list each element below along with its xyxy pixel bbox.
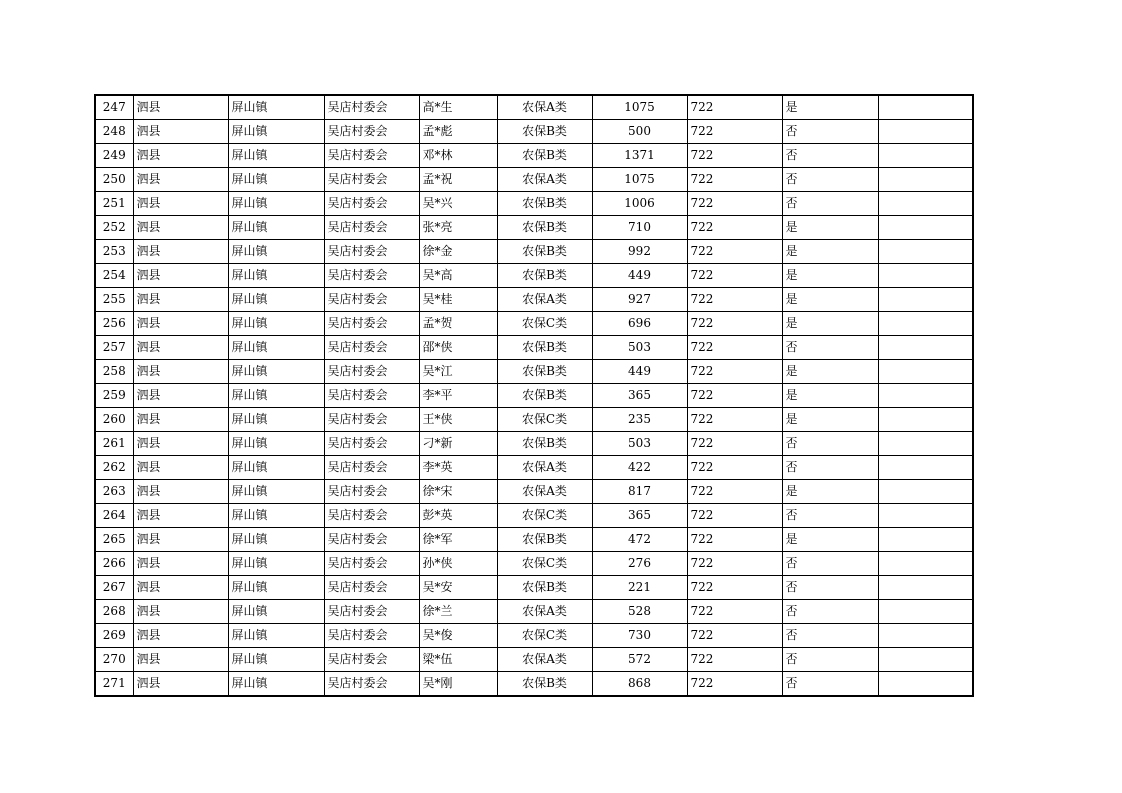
county-cell: 泗县 <box>133 624 228 648</box>
amount-cell: 1075 <box>592 95 687 120</box>
village-cell: 吴店村委会 <box>324 216 419 240</box>
table-row <box>95 480 973 504</box>
row-index: 271 <box>95 672 133 697</box>
standard-cell: 722 <box>687 95 782 120</box>
town-cell: 屏山镇 <box>228 168 324 192</box>
flag-cell: 否 <box>782 432 878 456</box>
flag-cell: 否 <box>782 624 878 648</box>
amount-cell: 696 <box>592 312 687 336</box>
row-index: 248 <box>95 120 133 144</box>
village-cell: 吴店村委会 <box>324 144 419 168</box>
flag-cell: 是 <box>782 312 878 336</box>
insurance-category-cell: 农保B类 <box>497 120 592 144</box>
standard-cell: 722 <box>687 288 782 312</box>
note-cell <box>878 504 973 528</box>
flag-cell: 否 <box>782 456 878 480</box>
row-index: 254 <box>95 264 133 288</box>
insurance-category-cell: 农保A类 <box>497 456 592 480</box>
town-cell: 屏山镇 <box>228 504 324 528</box>
town-cell: 屏山镇 <box>228 95 324 120</box>
note-cell <box>878 384 973 408</box>
village-cell: 吴店村委会 <box>324 384 419 408</box>
county-cell: 泗县 <box>133 552 228 576</box>
insurance-category-cell: 农保C类 <box>497 408 592 432</box>
town-cell: 屏山镇 <box>228 144 324 168</box>
table-row <box>95 264 973 288</box>
county-cell: 泗县 <box>133 360 228 384</box>
county-cell: 泗县 <box>133 576 228 600</box>
flag-cell: 是 <box>782 95 878 120</box>
insurance-category-cell: 农保A类 <box>497 168 592 192</box>
standard-cell: 722 <box>687 120 782 144</box>
amount-cell: 365 <box>592 384 687 408</box>
person-name-cell: 吴*安 <box>419 576 497 600</box>
table-body <box>95 95 973 696</box>
amount-cell: 528 <box>592 600 687 624</box>
standard-cell: 722 <box>687 600 782 624</box>
village-cell: 吴店村委会 <box>324 600 419 624</box>
town-cell: 屏山镇 <box>228 648 324 672</box>
note-cell <box>878 144 973 168</box>
county-cell: 泗县 <box>133 432 228 456</box>
amount-cell: 868 <box>592 672 687 697</box>
note-cell <box>878 648 973 672</box>
insurance-category-cell: 农保C类 <box>497 312 592 336</box>
standard-cell: 722 <box>687 336 782 360</box>
note-cell <box>878 600 973 624</box>
note-cell <box>878 192 973 216</box>
flag-cell: 是 <box>782 480 878 504</box>
note-cell <box>878 528 973 552</box>
table-row <box>95 552 973 576</box>
flag-cell: 否 <box>782 504 878 528</box>
village-cell: 吴店村委会 <box>324 168 419 192</box>
standard-cell: 722 <box>687 624 782 648</box>
note-cell <box>878 456 973 480</box>
flag-cell: 是 <box>782 384 878 408</box>
row-index: 266 <box>95 552 133 576</box>
town-cell: 屏山镇 <box>228 360 324 384</box>
town-cell: 屏山镇 <box>228 312 324 336</box>
person-name-cell: 王*侠 <box>419 408 497 432</box>
person-name-cell: 吴*桂 <box>419 288 497 312</box>
person-name-cell: 吴*高 <box>419 264 497 288</box>
table-row <box>95 456 973 480</box>
insurance-category-cell: 农保A类 <box>497 480 592 504</box>
standard-cell: 722 <box>687 576 782 600</box>
person-name-cell: 徐*军 <box>419 528 497 552</box>
town-cell: 屏山镇 <box>228 576 324 600</box>
town-cell: 屏山镇 <box>228 336 324 360</box>
person-name-cell: 彭*英 <box>419 504 497 528</box>
town-cell: 屏山镇 <box>228 480 324 504</box>
county-cell: 泗县 <box>133 408 228 432</box>
row-index: 258 <box>95 360 133 384</box>
county-cell: 泗县 <box>133 504 228 528</box>
county-cell: 泗县 <box>133 672 228 697</box>
person-name-cell: 吴*兴 <box>419 192 497 216</box>
row-index: 262 <box>95 456 133 480</box>
row-index: 252 <box>95 216 133 240</box>
amount-cell: 992 <box>592 240 687 264</box>
standard-cell: 722 <box>687 528 782 552</box>
standard-cell: 722 <box>687 312 782 336</box>
person-name-cell: 徐*金 <box>419 240 497 264</box>
county-cell: 泗县 <box>133 336 228 360</box>
amount-cell: 1006 <box>592 192 687 216</box>
insurance-category-cell: 农保B类 <box>497 216 592 240</box>
village-cell: 吴店村委会 <box>324 336 419 360</box>
table-row <box>95 240 973 264</box>
table-row <box>95 504 973 528</box>
amount-cell: 710 <box>592 216 687 240</box>
town-cell: 屏山镇 <box>228 408 324 432</box>
insurance-category-cell: 农保B类 <box>497 528 592 552</box>
flag-cell: 否 <box>782 144 878 168</box>
person-name-cell: 刁*新 <box>419 432 497 456</box>
note-cell <box>878 216 973 240</box>
town-cell: 屏山镇 <box>228 552 324 576</box>
village-cell: 吴店村委会 <box>324 95 419 120</box>
row-index: 263 <box>95 480 133 504</box>
person-name-cell: 吴*俊 <box>419 624 497 648</box>
county-cell: 泗县 <box>133 456 228 480</box>
county-cell: 泗县 <box>133 192 228 216</box>
note-cell <box>878 552 973 576</box>
standard-cell: 722 <box>687 480 782 504</box>
county-cell: 泗县 <box>133 600 228 624</box>
row-index: 270 <box>95 648 133 672</box>
insurance-category-cell: 农保B类 <box>497 192 592 216</box>
county-cell: 泗县 <box>133 144 228 168</box>
note-cell <box>878 168 973 192</box>
note-cell <box>878 576 973 600</box>
flag-cell: 否 <box>782 552 878 576</box>
note-cell <box>878 432 973 456</box>
flag-cell: 否 <box>782 120 878 144</box>
flag-cell: 否 <box>782 648 878 672</box>
row-index: 259 <box>95 384 133 408</box>
flag-cell: 是 <box>782 360 878 384</box>
amount-cell: 817 <box>592 480 687 504</box>
village-cell: 吴店村委会 <box>324 672 419 697</box>
note-cell <box>878 288 973 312</box>
town-cell: 屏山镇 <box>228 384 324 408</box>
village-cell: 吴店村委会 <box>324 552 419 576</box>
village-cell: 吴店村委会 <box>324 648 419 672</box>
amount-cell: 449 <box>592 264 687 288</box>
row-index: 268 <box>95 600 133 624</box>
village-cell: 吴店村委会 <box>324 192 419 216</box>
table-row <box>95 336 973 360</box>
town-cell: 屏山镇 <box>228 624 324 648</box>
row-index: 250 <box>95 168 133 192</box>
person-name-cell: 徐*宋 <box>419 480 497 504</box>
standard-cell: 722 <box>687 168 782 192</box>
standard-cell: 722 <box>687 672 782 697</box>
flag-cell: 是 <box>782 408 878 432</box>
village-cell: 吴店村委会 <box>324 120 419 144</box>
flag-cell: 否 <box>782 192 878 216</box>
insurance-category-cell: 农保A类 <box>497 600 592 624</box>
insurance-category-cell: 农保B类 <box>497 432 592 456</box>
town-cell: 屏山镇 <box>228 240 324 264</box>
row-index: 251 <box>95 192 133 216</box>
note-cell <box>878 336 973 360</box>
standard-cell: 722 <box>687 264 782 288</box>
flag-cell: 否 <box>782 672 878 697</box>
table-row <box>95 576 973 600</box>
standard-cell: 722 <box>687 648 782 672</box>
amount-cell: 472 <box>592 528 687 552</box>
village-cell: 吴店村委会 <box>324 432 419 456</box>
flag-cell: 否 <box>782 576 878 600</box>
person-name-cell: 李*英 <box>419 456 497 480</box>
village-cell: 吴店村委会 <box>324 288 419 312</box>
county-cell: 泗县 <box>133 95 228 120</box>
person-name-cell: 梁*伍 <box>419 648 497 672</box>
person-name-cell: 邓*林 <box>419 144 497 168</box>
county-cell: 泗县 <box>133 120 228 144</box>
town-cell: 屏山镇 <box>228 192 324 216</box>
flag-cell: 否 <box>782 336 878 360</box>
flag-cell: 是 <box>782 528 878 552</box>
table-row <box>95 600 973 624</box>
note-cell <box>878 120 973 144</box>
county-cell: 泗县 <box>133 216 228 240</box>
village-cell: 吴店村委会 <box>324 360 419 384</box>
village-cell: 吴店村委会 <box>324 408 419 432</box>
amount-cell: 572 <box>592 648 687 672</box>
records-table <box>94 94 974 697</box>
insurance-category-cell: 农保C类 <box>497 552 592 576</box>
row-index: 256 <box>95 312 133 336</box>
amount-cell: 276 <box>592 552 687 576</box>
insurance-category-cell: 农保B类 <box>497 384 592 408</box>
table-row <box>95 95 973 120</box>
table-row <box>95 288 973 312</box>
standard-cell: 722 <box>687 552 782 576</box>
standard-cell: 722 <box>687 456 782 480</box>
table-row <box>95 408 973 432</box>
town-cell: 屏山镇 <box>228 288 324 312</box>
person-name-cell: 孟*彪 <box>419 120 497 144</box>
table-row <box>95 168 973 192</box>
insurance-category-cell: 农保B类 <box>497 264 592 288</box>
standard-cell: 722 <box>687 240 782 264</box>
flag-cell: 否 <box>782 600 878 624</box>
row-index: 253 <box>95 240 133 264</box>
note-cell <box>878 312 973 336</box>
note-cell <box>878 408 973 432</box>
table-row <box>95 120 973 144</box>
village-cell: 吴店村委会 <box>324 480 419 504</box>
insurance-category-cell: 农保B类 <box>497 576 592 600</box>
person-name-cell: 孙*侠 <box>419 552 497 576</box>
standard-cell: 722 <box>687 504 782 528</box>
county-cell: 泗县 <box>133 384 228 408</box>
standard-cell: 722 <box>687 192 782 216</box>
table-row <box>95 432 973 456</box>
village-cell: 吴店村委会 <box>324 456 419 480</box>
note-cell <box>878 672 973 697</box>
row-index: 247 <box>95 95 133 120</box>
person-name-cell: 吴*江 <box>419 360 497 384</box>
row-index: 249 <box>95 144 133 168</box>
town-cell: 屏山镇 <box>228 264 324 288</box>
insurance-category-cell: 农保A类 <box>497 95 592 120</box>
person-name-cell: 徐*兰 <box>419 600 497 624</box>
county-cell: 泗县 <box>133 528 228 552</box>
standard-cell: 722 <box>687 408 782 432</box>
table-row <box>95 360 973 384</box>
amount-cell: 503 <box>592 336 687 360</box>
person-name-cell: 高*生 <box>419 95 497 120</box>
row-index: 255 <box>95 288 133 312</box>
amount-cell: 235 <box>592 408 687 432</box>
amount-cell: 730 <box>592 624 687 648</box>
table-row <box>95 624 973 648</box>
person-name-cell: 李*平 <box>419 384 497 408</box>
county-cell: 泗县 <box>133 168 228 192</box>
table-row <box>95 672 973 697</box>
standard-cell: 722 <box>687 144 782 168</box>
standard-cell: 722 <box>687 432 782 456</box>
town-cell: 屏山镇 <box>228 600 324 624</box>
person-name-cell: 张*亮 <box>419 216 497 240</box>
row-index: 264 <box>95 504 133 528</box>
amount-cell: 503 <box>592 432 687 456</box>
standard-cell: 722 <box>687 384 782 408</box>
county-cell: 泗县 <box>133 648 228 672</box>
note-cell <box>878 360 973 384</box>
insurance-category-cell: 农保B类 <box>497 336 592 360</box>
amount-cell: 927 <box>592 288 687 312</box>
note-cell <box>878 95 973 120</box>
person-name-cell: 孟*祝 <box>419 168 497 192</box>
amount-cell: 449 <box>592 360 687 384</box>
flag-cell: 是 <box>782 288 878 312</box>
row-index: 260 <box>95 408 133 432</box>
flag-cell: 否 <box>782 168 878 192</box>
insurance-category-cell: 农保B类 <box>497 240 592 264</box>
row-index: 269 <box>95 624 133 648</box>
row-index: 261 <box>95 432 133 456</box>
person-name-cell: 孟*贺 <box>419 312 497 336</box>
village-cell: 吴店村委会 <box>324 576 419 600</box>
row-index: 265 <box>95 528 133 552</box>
amount-cell: 365 <box>592 504 687 528</box>
row-index: 257 <box>95 336 133 360</box>
insurance-category-cell: 农保A类 <box>497 288 592 312</box>
county-cell: 泗县 <box>133 480 228 504</box>
person-name-cell: 邵*侠 <box>419 336 497 360</box>
insurance-category-cell: 农保C类 <box>497 504 592 528</box>
table-row <box>95 528 973 552</box>
standard-cell: 722 <box>687 360 782 384</box>
county-cell: 泗县 <box>133 264 228 288</box>
table-row <box>95 192 973 216</box>
town-cell: 屏山镇 <box>228 528 324 552</box>
amount-cell: 1371 <box>592 144 687 168</box>
table-row <box>95 144 973 168</box>
insurance-category-cell: 农保B类 <box>497 360 592 384</box>
table-row <box>95 312 973 336</box>
amount-cell: 500 <box>592 120 687 144</box>
data-sheet <box>94 94 974 697</box>
insurance-category-cell: 农保A类 <box>497 648 592 672</box>
table-row <box>95 384 973 408</box>
note-cell <box>878 240 973 264</box>
table-row <box>95 216 973 240</box>
row-index: 267 <box>95 576 133 600</box>
standard-cell: 722 <box>687 216 782 240</box>
county-cell: 泗县 <box>133 288 228 312</box>
note-cell <box>878 624 973 648</box>
flag-cell: 是 <box>782 264 878 288</box>
amount-cell: 1075 <box>592 168 687 192</box>
table-row <box>95 648 973 672</box>
town-cell: 屏山镇 <box>228 120 324 144</box>
flag-cell: 是 <box>782 216 878 240</box>
village-cell: 吴店村委会 <box>324 624 419 648</box>
village-cell: 吴店村委会 <box>324 528 419 552</box>
flag-cell: 是 <box>782 240 878 264</box>
insurance-category-cell: 农保B类 <box>497 672 592 697</box>
village-cell: 吴店村委会 <box>324 264 419 288</box>
person-name-cell: 吴*刚 <box>419 672 497 697</box>
note-cell <box>878 480 973 504</box>
town-cell: 屏山镇 <box>228 432 324 456</box>
town-cell: 屏山镇 <box>228 672 324 697</box>
note-cell <box>878 264 973 288</box>
insurance-category-cell: 农保B类 <box>497 144 592 168</box>
amount-cell: 221 <box>592 576 687 600</box>
town-cell: 屏山镇 <box>228 456 324 480</box>
village-cell: 吴店村委会 <box>324 312 419 336</box>
village-cell: 吴店村委会 <box>324 240 419 264</box>
county-cell: 泗县 <box>133 312 228 336</box>
town-cell: 屏山镇 <box>228 216 324 240</box>
insurance-category-cell: 农保C类 <box>497 624 592 648</box>
amount-cell: 422 <box>592 456 687 480</box>
county-cell: 泗县 <box>133 240 228 264</box>
village-cell: 吴店村委会 <box>324 504 419 528</box>
